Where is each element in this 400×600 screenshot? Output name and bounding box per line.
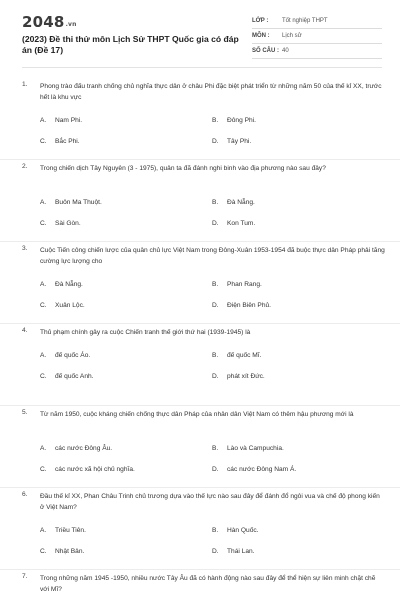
answer-option-a[interactable]: [40, 527, 200, 537]
answer-option-b[interactable]: [212, 281, 372, 291]
option-text: Điện Biên Phủ.: [227, 302, 271, 309]
option-letter: C.: [40, 466, 47, 473]
exam-title: (2023) Đề thi thử môn Lịch Sử THPT Quốc gia có đáp án (Đề 17): [22, 34, 239, 55]
answer-option-c[interactable]: [40, 302, 200, 312]
option-letter: A.: [40, 199, 47, 206]
answer-option-b[interactable]: [212, 352, 372, 362]
question-item: [0, 406, 400, 488]
option-text: Sài Gòn.: [55, 220, 81, 227]
answer-option-b[interactable]: [212, 117, 372, 127]
question-number: 4.: [22, 327, 28, 334]
option-letter: D.: [212, 373, 219, 380]
option-letter: C.: [40, 373, 47, 380]
meta-row-class: [252, 14, 382, 29]
option-letter: B.: [212, 117, 219, 124]
option-text: các nước xã hội chủ nghĩa.: [55, 466, 135, 473]
answer-option-a[interactable]: [40, 199, 200, 209]
page-header: [0, 0, 400, 62]
answer-option-d[interactable]: [212, 373, 372, 383]
question-item: [0, 78, 400, 160]
answer-option-b[interactable]: [212, 445, 372, 455]
meta-key: LỚP :: [252, 18, 269, 24]
answer-option-c[interactable]: [40, 466, 200, 476]
option-letter: D.: [212, 548, 219, 555]
answer-option-a[interactable]: [40, 352, 200, 362]
site-logo[interactable]: [22, 13, 77, 31]
question-text: Trong chiến dịch Tây Nguyên (3 - 1975), quân ta đã đánh nghi binh vào địa phương nào sau đây?: [40, 165, 326, 172]
question-number: 1.: [22, 81, 28, 88]
meta-row-count: [252, 44, 382, 59]
exam-meta: [252, 14, 382, 59]
meta-key: SỐ CÂU :: [252, 48, 279, 54]
answer-option-a[interactable]: [40, 445, 200, 455]
answer-option-a[interactable]: [40, 117, 200, 127]
option-text: Bắc Phi.: [55, 138, 80, 145]
question-text: Trong những năm 1945 -1950, nhiều nước Tây Âu đã có hành động nào sau đây để thể hiện sự liên minh chặt chẽ với Mĩ?: [40, 575, 376, 593]
option-text: Buôn Ma Thuột.: [55, 199, 102, 206]
option-letter: C.: [40, 548, 47, 555]
answer-option-d[interactable]: [212, 466, 372, 476]
answer-option-c[interactable]: [40, 548, 200, 558]
option-text: Tây Phi.: [227, 138, 252, 145]
answer-option-c[interactable]: [40, 138, 200, 148]
option-letter: B.: [212, 527, 219, 534]
answer-option-d[interactable]: [212, 138, 372, 148]
answer-option-d[interactable]: [212, 220, 372, 230]
option-text: Đà Nẵng.: [227, 199, 255, 206]
question-item: [0, 488, 400, 570]
question-text: Từ năm 1950, cuộc kháng chiến chống thực dân Pháp của nhân dân Việt Nam có thêm hậu phương mới là: [40, 411, 354, 418]
meta-value: 40: [282, 48, 289, 54]
question-text: Phong trào đấu tranh chống chủ nghĩa thực dân ở châu Phi đặc biệt phát triển từ những năm 50 của thế kỉ XX, trước hết là khu vực: [40, 83, 382, 101]
option-letter: B.: [212, 352, 219, 359]
option-letter: D.: [212, 138, 219, 145]
question-item: [0, 570, 400, 600]
answer-option-d[interactable]: [212, 302, 372, 312]
option-text: Phan Rang.: [227, 281, 262, 288]
option-letter: A.: [40, 281, 47, 288]
option-letter: A.: [40, 527, 47, 534]
question-text: Đầu thế kỉ XX, Phan Châu Trinh chủ trương dựa vào thế lực nào sau đây để đánh đổ ngôi vua và chế độ phong kiến ở Việt Nam?: [40, 493, 380, 511]
header-divider: [22, 67, 382, 68]
option-text: Thái Lan.: [227, 548, 255, 555]
option-text: các nước Đông Nam Á.: [227, 466, 297, 473]
question-list: [0, 78, 400, 600]
option-text: đế quốc Áo.: [55, 352, 91, 359]
option-text: đế quốc Anh.: [55, 373, 94, 380]
question-number: 7.: [22, 573, 28, 580]
option-text: Hàn Quốc.: [227, 527, 259, 534]
option-text: Đà Nẵng.: [55, 281, 83, 288]
answer-option-a[interactable]: [40, 281, 200, 291]
option-letter: B.: [212, 445, 219, 452]
option-text: phát xít Đức.: [227, 373, 265, 380]
option-letter: D.: [212, 466, 219, 473]
logo-text: 2048: [22, 13, 65, 31]
option-letter: A.: [40, 445, 47, 452]
answer-option-c[interactable]: [40, 220, 200, 230]
answer-option-b[interactable]: [212, 527, 372, 537]
meta-key: MÔN :: [252, 33, 270, 39]
meta-value: Tốt nghiệp THPT: [282, 18, 328, 24]
option-letter: A.: [40, 352, 47, 359]
option-letter: B.: [212, 281, 219, 288]
option-letter: D.: [212, 220, 219, 227]
answer-option-c[interactable]: [40, 373, 200, 383]
answer-option-d[interactable]: [212, 548, 372, 558]
option-text: Kon Tum.: [227, 220, 256, 227]
option-text: Nhật Bản.: [55, 548, 85, 555]
question-text: Thủ phạm chính gây ra cuộc Chiến tranh thế giới thứ hai (1939-1945) là: [40, 329, 251, 336]
option-letter: D.: [212, 302, 219, 309]
logo-tld: .vn: [65, 21, 77, 28]
option-letter: C.: [40, 302, 47, 309]
meta-value: Lịch sử: [282, 33, 302, 39]
answer-option-b[interactable]: [212, 199, 372, 209]
question-text: Cuộc Tiến công chiến lược của quân chủ lực Việt Nam trong Đông-Xuân 1953-1954 đã buộc thực dân Pháp phải tăng cường lực lượng cho: [40, 247, 385, 265]
option-text: Lào và Campuchia.: [227, 445, 284, 452]
question-number: 3.: [22, 245, 28, 252]
meta-row-subject: [252, 29, 382, 44]
option-text: Nam Phi.: [55, 117, 83, 124]
option-text: Xuân Lộc.: [55, 302, 85, 309]
option-text: các nước Đông Âu.: [55, 445, 113, 452]
option-letter: C.: [40, 138, 47, 145]
question-item: [0, 242, 400, 324]
option-text: Triều Tiên.: [55, 527, 86, 534]
option-letter: C.: [40, 220, 47, 227]
option-text: Đông Phi.: [227, 117, 256, 124]
option-letter: B.: [212, 199, 219, 206]
question-item: [0, 160, 400, 242]
question-number: 6.: [22, 491, 28, 498]
question-number: 2.: [22, 163, 28, 170]
option-text: đế quốc Mĩ.: [227, 352, 262, 359]
question-number: 5.: [22, 409, 28, 416]
option-letter: A.: [40, 117, 47, 124]
question-item: [0, 324, 400, 406]
